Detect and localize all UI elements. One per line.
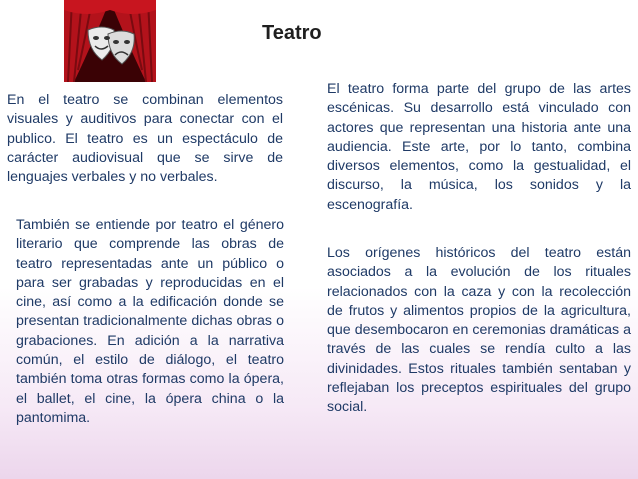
theater-masks-icon	[64, 0, 156, 82]
theater-logo	[64, 0, 156, 82]
paragraph-origins: Los orígenes históricos del teatro están asociados a la evolución de los rituales relacionados con la caza y con la recolección de frutos y alimentos propios de la agricultura, que desembocaron en ceremonias dramáticas a través de las cuales se rendía culto a las divinidades. Estos rituales también sentaban y reflejaban los preceptos espirituales del grupo social.	[327, 245, 631, 416]
paragraph-scenic-arts: El teatro forma parte del grupo de las artes escénicas. Su desarrollo está vinculado con actores que representan una historia ante una audiencia. Este arte, por lo tanto, combina diversos elementos, como la gestualidad, el discurso, la música, los sonidos y la escenografía.	[327, 81, 631, 213]
paragraph-intro: En el teatro se combinan elementos visuales y auditivos para conectar con el publico. El teatro es un espectáculo de carácter audiovisual que se sirve de lenguajes verbales y no verbales.	[7, 92, 283, 186]
page-title: Teatro	[262, 22, 322, 44]
paragraph-literary-genre: También se entiende por teatro el género literario que comprende las obras de teatro representadas ante un público o para ser grabadas y reproducidas en el cine, así como a la edificación donde se presentan tradicionalmente dichas obras o grabaciones. En adición a la narrativa común, el estilo de diálogo, el teatro también toma otras formas como la ópera, el ballet, el cine, la ópera china o la pantomima.	[16, 217, 284, 426]
